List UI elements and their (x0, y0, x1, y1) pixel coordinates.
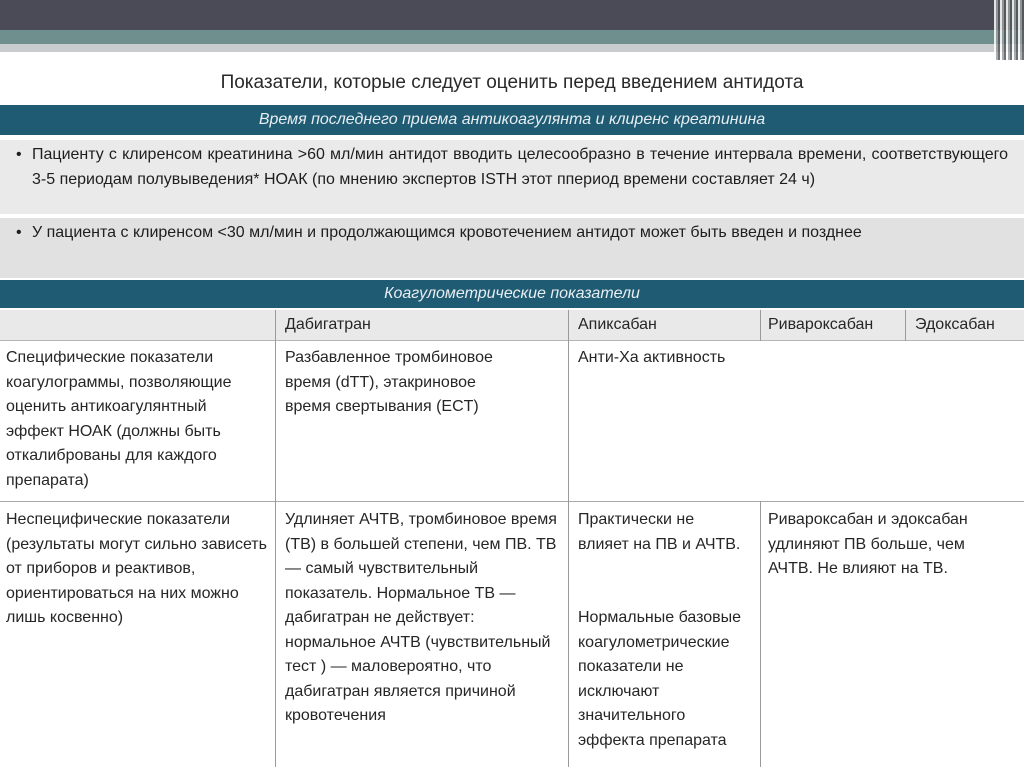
row-label-specific: Специфические показатели коагулограммы, позволяющие оценить антикоагулянтный эффект НОАК (должны быть откалиброваны для каждого препарата) (6, 349, 232, 489)
slide-accent-band-light (0, 44, 1024, 52)
column-header-apixaban: Апиксабан (578, 316, 657, 333)
table-divider (275, 310, 276, 767)
cell-apixaban-note: Практически не влияет на ПВ и АЧТВ. (578, 511, 741, 553)
cell-dabigatran-specific: Разбавленное тромбиновое время (dTT), этакриновое время свертывания (ECT) (285, 349, 493, 415)
column-header-rivaroxaban: Ривароксабан (768, 316, 874, 333)
bullet-text: У пациента с клиренсом <30 мл/мин и продолжающимся кровотечением антидот может быть введен и позднее (32, 224, 862, 241)
section-heading-coagulometric: Коагулометрические показатели (0, 280, 1024, 308)
bullet-item (0, 140, 1024, 214)
cell-dabigatran-nonspecific: Удлиняет АЧТВ, тромбиновое время (ТВ) в большей степени, чем ПВ. ТВ — самый чувствительный показатель. Нормальное ТВ — дабигатран не действует: нормальное АЧТВ (чувствительный тест ) — маловероятно, что дабигатран является причиной кровотечения (285, 511, 557, 724)
slide-top-bar (0, 0, 1024, 30)
bullet-marker: • (16, 146, 22, 163)
bullet-text: Пациенту с клиренсом креатинина >60 мл/мин антидот вводить целесообразно в течение интервала времени, соответствующего 3-5 периодам полувыведения* НОАК (по мнению экспертов ISTH этот ппериод времени составляет 24 ч) (32, 146, 1008, 188)
cell-riva-edox-nonspecific: Ривароксабан и эдоксабан удлиняют ПВ больше, чем АЧТВ. Не влияют на ТВ. (768, 511, 968, 577)
section-heading-time: Время последнего приема антикоагулянта и клиренс креатинина (0, 105, 1024, 135)
slide-accent-band (0, 30, 1024, 44)
table-divider (760, 501, 761, 767)
slide-corner-stripes (994, 0, 1024, 60)
bullet-marker: • (16, 224, 22, 241)
table-divider (905, 310, 906, 341)
column-header-edoxaban: Эдоксабан (915, 316, 995, 333)
table-divider (568, 310, 569, 767)
table-divider (760, 310, 761, 341)
column-header-dabigatran: Дабигатран (285, 316, 371, 333)
row-label-nonspecific: Неспецифические показатели (результаты могут сильно зависеть от приборов и реактивов, ориентироваться на них можно лишь косвенно) (6, 511, 267, 626)
page-title: Показатели, которые следует оценить перед введением антидота (220, 72, 804, 93)
bullet-item (0, 218, 1024, 278)
cell-apixaban-note-2: Нормальные базовые коагулометрические показатели не исключают значительного эффекта препарата (578, 609, 742, 749)
cell-xa-specific: Анти-Ха активность (578, 349, 726, 366)
